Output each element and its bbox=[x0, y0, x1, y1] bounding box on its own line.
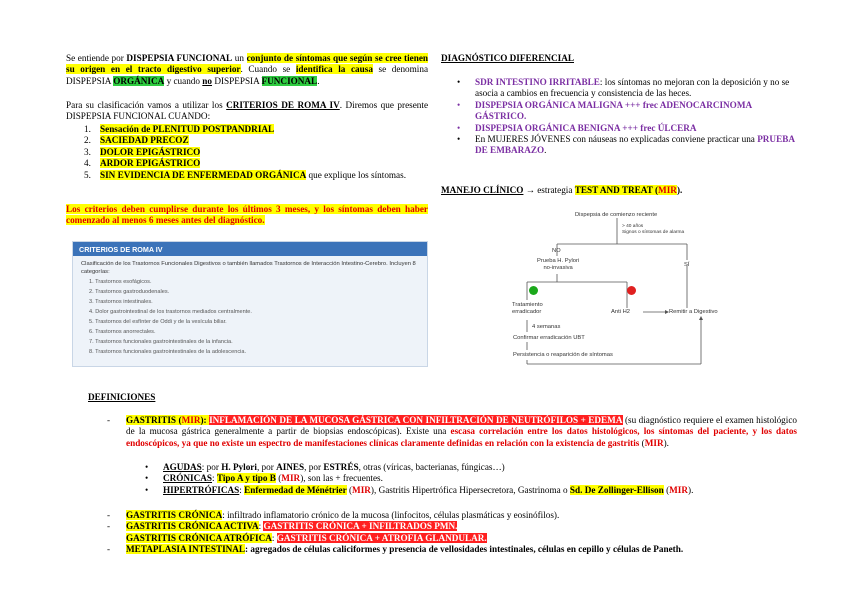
type-cronicas: • CRÓNICAS: Tipo A y tipo B (MIR), son las + frecuentes. bbox=[145, 473, 383, 484]
flow-no-label: NO bbox=[552, 248, 561, 254]
roma-category: 4. Dolor gastrointestinal de los trastornos mediados centralmente. bbox=[89, 309, 252, 315]
type-hipertroficas: • HIPERTRÓFICAS: Enfermedad de Ménétrier (MIR), Gastritis Hipertrófica Hipersecretora, Gastrinoma o Sd. De Zollinger-Ellison (MIR). bbox=[145, 484, 694, 495]
intro-text: . Cuando se bbox=[240, 64, 291, 75]
flow-tratamiento: Tratamiento erradicador bbox=[512, 302, 543, 315]
definition-highlight: conjunto de síntomas que según se cree tienen su origen en el tracto digestivo superior bbox=[66, 53, 429, 75]
intro-text: y cuando bbox=[166, 75, 200, 86]
flow-antih2: Anti H2 bbox=[611, 309, 631, 315]
chronic-definitions bbox=[107, 510, 797, 556]
flow-conditions: > 40 años Signos o síntomas de alarma bbox=[622, 224, 685, 235]
flowchart bbox=[505, 208, 755, 373]
intro-text: DISPEPSIA bbox=[214, 75, 260, 86]
intro-text: un bbox=[234, 53, 244, 63]
dd-list bbox=[457, 77, 800, 157]
dd-item: • SDR INTESTINO IRRITABLE: los síntomas no mejoran con la deposición y no se asocia a cambios en frecuencia y consistencia de las heces. bbox=[457, 77, 790, 99]
classification-paragraph bbox=[66, 100, 428, 123]
roma-category: 3. Trastornos intestinales. bbox=[89, 299, 153, 305]
dd-item: • DISPEPSIA ORGÁNICA MALIGNA +++ frec ADENOCARCINOMA GÁSTRICO. bbox=[457, 99, 752, 122]
intro-text: se denomina DISPEPSIA bbox=[66, 64, 429, 86]
gastritis-cronica-atrofica: GASTRITIS CRÓNICA ATRÓFICA: GASTRITIS CRÓNICA + ATROFIA GLANDULAR. bbox=[126, 532, 487, 543]
roma-category: 5. Trastornos del esfínter de Oddi y de la vesícula biliar. bbox=[89, 319, 227, 325]
flow-persist: Persistencia o reaparición de síntomas bbox=[513, 352, 613, 358]
gastritis-definition: - GASTRITIS (MIR): INFLAMACIÓN DE LA MUCOSA GÁSTRICA CON INFILTRACIÓN DE NEUTRÓFILOS + EDEMA (su diagnóstico requiere el examen histológico de la mucosa gástrica generalmente a partir de biopsias endoscópicas). Existe una escasa correlación entre los datos histológicos, los síntomas del paciente, y los datos endoscópicos, ya que no existe un espectro de manifestaciones clínicas claramente definidas en relación con la existencia de gastritis (MIR). bbox=[107, 415, 798, 448]
positive-green-dot bbox=[529, 286, 538, 295]
classif-text: Para su clasificación vamos a utilizar los bbox=[66, 100, 223, 110]
criterion-item: 5. SIN EVIDENCIA DE ENFERMEDAD ORGÁNICA que explique los síntomas. bbox=[84, 169, 407, 180]
no-emphasis: no bbox=[202, 75, 213, 86]
roma-table-intro: Clasificación de los Trastornos Funcionales Digestivos o también llamados Trastornos de Interacción Intestino-Cerebro. Incluyen 8 categorías: bbox=[81, 261, 416, 275]
roma-category: 8. Trastornos funcionales gastrointestinales de la adolescencia. bbox=[89, 349, 247, 355]
flow-confirm: Confirmar erradicación UBT bbox=[513, 335, 585, 341]
flow-hpylori: Prueba H. Pylori no-invasiva bbox=[537, 258, 580, 271]
metaplasia-intestinal: - METAPLASIA INTESTINAL: agregados de células caliciformes y presencia de vellosidades intestinales, células en cepillo y células de Paneth. bbox=[107, 544, 684, 555]
type-agudas: • AGUDAS: por H. Pylori, por AINES, por ESTRÉS, otras (víricas, bacterianas, fúngicas…) bbox=[145, 462, 505, 472]
funcional-highlight: FUNCIONAL bbox=[261, 75, 318, 86]
organica-highlight: ORGÁNICA bbox=[113, 75, 165, 86]
roma-iv-table bbox=[72, 241, 428, 367]
dd-title: DIAGNÓSTICO DIFERENCIAL bbox=[441, 53, 574, 63]
definiciones-title: DEFINICIONES bbox=[88, 392, 156, 402]
classif-text: . Diremos que presente DISPEPSIA FUNCIONAL CUANDO: bbox=[66, 100, 429, 122]
roma-category: 2. Trastornos gastroduodenales. bbox=[89, 289, 170, 295]
dd-item: • DISPEPSIA ORGÁNICA BENIGNA +++ frec ÚLCERA bbox=[457, 122, 697, 133]
roma-category: 1. Trastornos esofágicos. bbox=[89, 279, 152, 285]
timing-note: Los criterios deben cumplirse durante los últimos 3 meses, y los síntomas deben haber comenzado al menos 6 meses antes del diagnóstico. bbox=[66, 204, 428, 226]
flow-weeks: 4 semanas bbox=[532, 324, 561, 330]
negative-red-dot bbox=[627, 286, 636, 295]
roma-categories bbox=[73, 277, 427, 357]
roma-table-title: CRITERIOS DE ROMA IV bbox=[73, 242, 427, 256]
roma-iv-term: CRITERIOS DE ROMA IV bbox=[226, 100, 340, 110]
flow-si-label: SÍ bbox=[684, 262, 690, 268]
gastritis-cronica: - GASTRITIS CRÓNICA: infiltrado inflamatorio crónico de la mucosa (linfocitos, células plasmáticas y eosinófilos). bbox=[107, 510, 560, 520]
intro-text: . bbox=[317, 75, 320, 86]
flow-start: Dispepsia de comienzo reciente bbox=[575, 212, 658, 218]
criterion-item: 4. ARDOR EPIGÁSTRICO bbox=[84, 158, 201, 169]
intro-text: Se entiende por bbox=[66, 53, 124, 63]
roma-category: 7. Trastornos funcionales gastrointestinales de la infancia. bbox=[89, 339, 233, 345]
flow-remitir: Remitir a Digestivo bbox=[669, 309, 718, 315]
criterion-item: 3. DOLOR EPIGÁSTRICO bbox=[84, 146, 201, 157]
criterion-item: 1. Sensación de PLENITUD POSTPANDRIAL bbox=[84, 124, 275, 134]
manejo-clinico: MANEJO CLÍNICO → estrategia TEST AND TREAT (MIR). bbox=[441, 185, 683, 195]
causa-highlight: identifica la causa bbox=[295, 64, 373, 75]
intro-paragraph bbox=[66, 53, 428, 87]
roma-category: 6. Trastornos anorrectales. bbox=[89, 329, 156, 335]
dd-item: • En MUJERES JÓVENES con náuseas no explicadas conviene practicar una PRUEBA DE EMBARAZO. bbox=[457, 134, 795, 156]
dispepsia-funcional-term: DISPEPSIA FUNCIONAL bbox=[126, 53, 233, 63]
criteria-list bbox=[84, 124, 428, 181]
gastritis-cronica-activa: - GASTRITIS CRÓNICA ACTIVA: GASTRITIS CRÓNICA + INFILTRADOS PMN. bbox=[107, 521, 458, 532]
gastritis-types bbox=[145, 462, 795, 496]
criterion-item: 2. SACIEDAD PRECOZ bbox=[84, 135, 189, 146]
